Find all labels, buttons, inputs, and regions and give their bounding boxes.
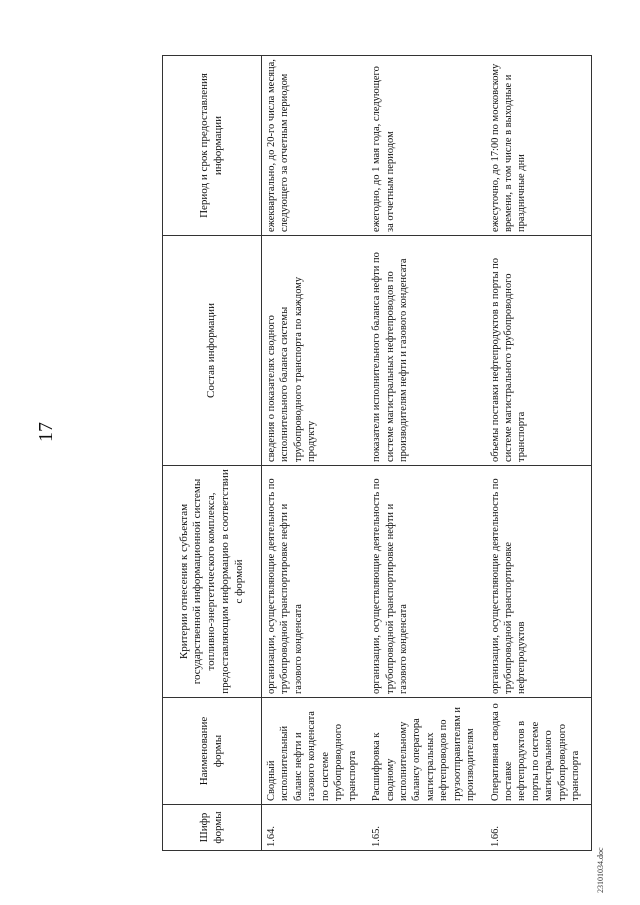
table-row xyxy=(367,56,486,851)
table-row xyxy=(262,56,368,851)
cell-period: ежеквартально, до 20-го числа месяца, следующего за отчетным периодом xyxy=(262,56,368,236)
cell-form-code: 1.64. xyxy=(262,805,368,851)
header-period: Период и срок предоставления информации xyxy=(163,56,262,236)
rotated-table-container xyxy=(162,56,582,851)
cell-criteria: организации, осуществляющие деятельность по трубопроводной транспортировке нефтепродуктов xyxy=(486,466,592,698)
page-number: 17 xyxy=(35,422,57,442)
cell-criteria: организации, осуществляющие деятельность по трубопроводной транспортировке нефти и газового конденсата xyxy=(367,466,486,698)
header-form-name: Наименование формы xyxy=(163,698,262,805)
cell-criteria: организации, осуществляющие деятельность по трубопроводной транспортировке нефти и газового конденсата xyxy=(262,466,368,698)
cell-period: ежегодно, до 1 мая года, следующего за отчетным периодом xyxy=(367,56,486,236)
cell-form-code: 1.66. xyxy=(486,805,592,851)
cell-period: ежесуточно, до 17:00 по московскому времени, в том числе в выходные и праздничные дни xyxy=(486,56,592,236)
table-header-row xyxy=(163,56,262,851)
header-composition: Состав информации xyxy=(163,236,262,466)
cell-form-name: Сводный исполнительный баланс нефти и газового конденсата по системе трубопроводного транспорта xyxy=(262,698,368,805)
forms-table xyxy=(162,55,592,851)
cell-form-name: Оперативная сводка о поставке нефтепродуктов в порты по системе магистрального трубопроводного транспорта xyxy=(486,698,592,805)
cell-composition: объемы поставки нефтепродуктов в порты по системе магистрального трубопроводного транспорта xyxy=(486,236,592,466)
cell-composition: сведения о показателях сводного исполнительного баланса системы трубопроводного транспорта по каждому продукту xyxy=(262,236,368,466)
cell-composition: показатели исполнительного баланса нефти по системе магистральных нефтепроводов по производителям нефти и газового конденсата xyxy=(367,236,486,466)
cell-form-name: Расшифровка к сводному исполнительному балансу оператора магистральных нефтепроводов по грузоотправителям и производителям xyxy=(367,698,486,805)
header-criteria: Критерии отнесения к субъектам государственной информационной системы топливно-энергетического комплекса, предоставляющим информацию в соответствии с формой xyxy=(163,466,262,698)
document-code: 23101034.doc xyxy=(596,847,605,893)
table-row xyxy=(486,56,592,851)
header-form-code: Шифр формы xyxy=(163,805,262,851)
cell-form-code: 1.65. xyxy=(367,805,486,851)
